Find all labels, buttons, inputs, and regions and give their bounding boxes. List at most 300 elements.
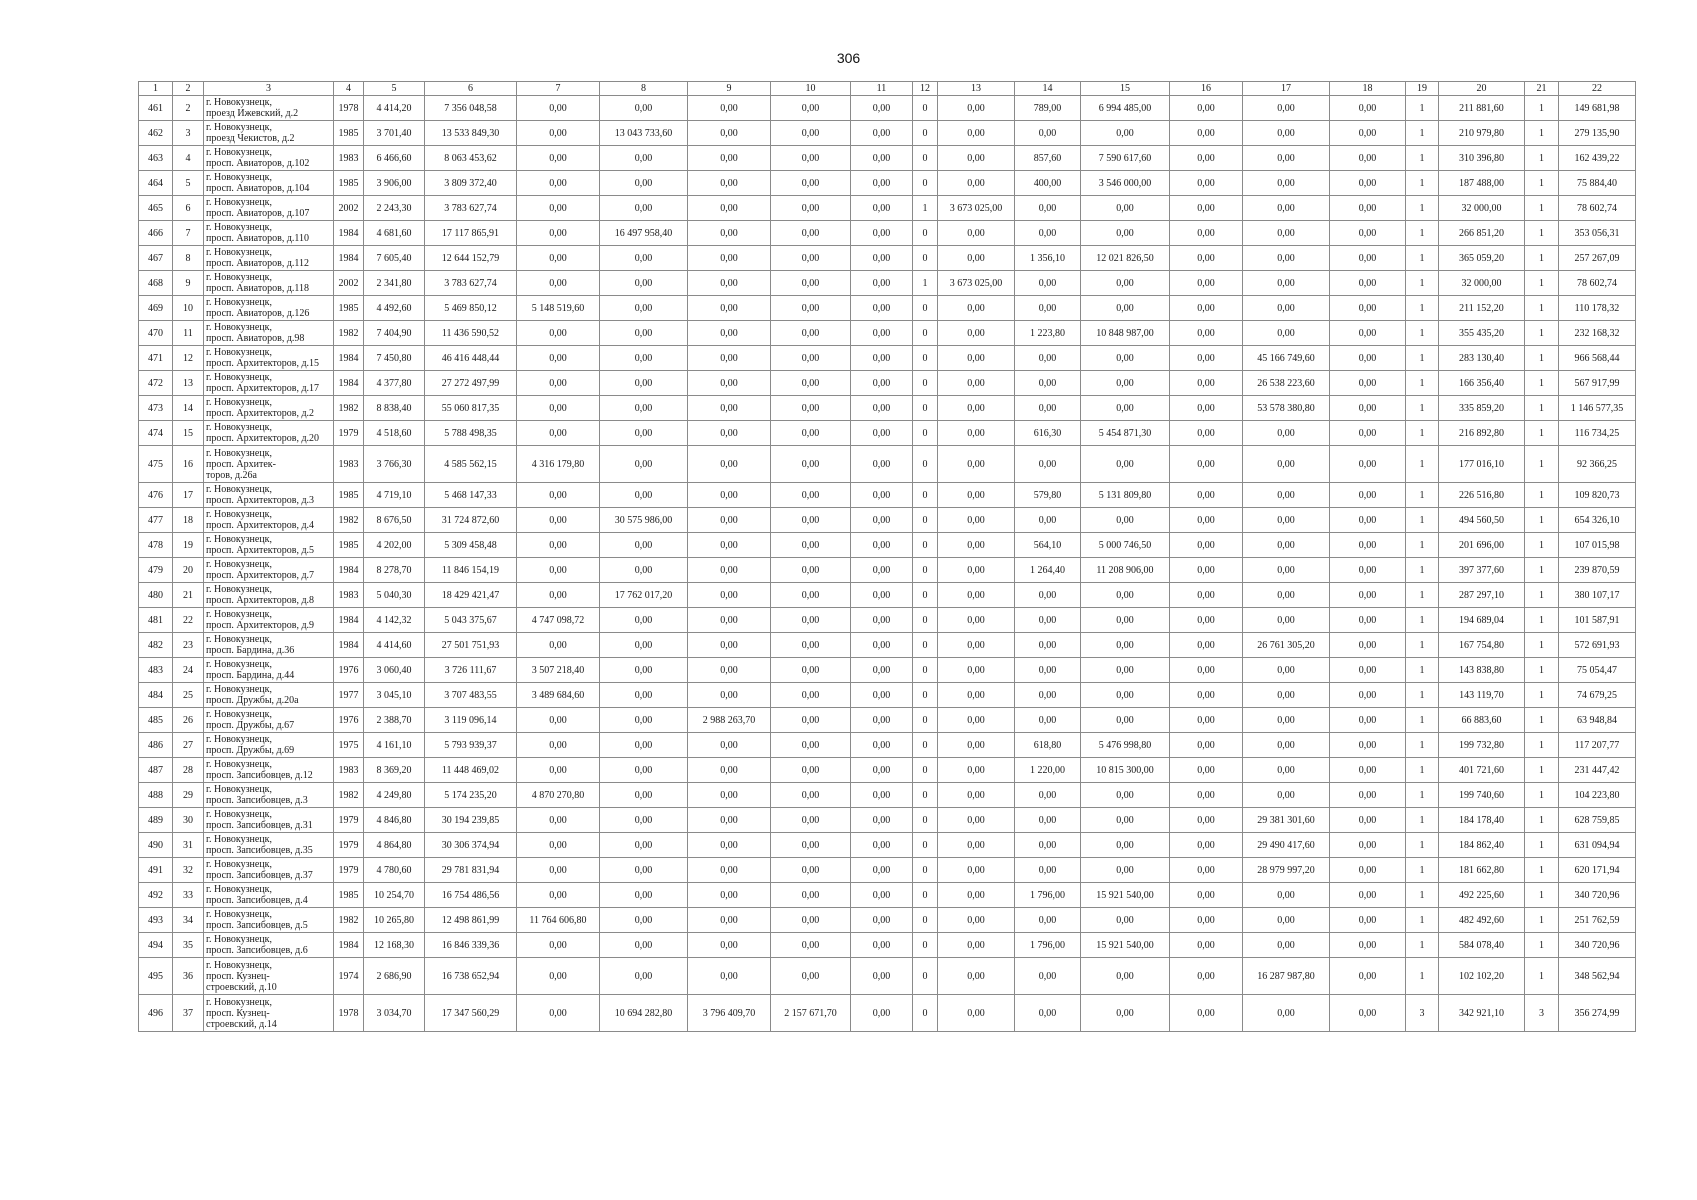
- address-line: г. Новокузнецк,: [206, 447, 273, 459]
- address-line: г. Новокузнецк,: [206, 197, 273, 208]
- cell-col-7: 0,00: [517, 171, 600, 196]
- cell-col-20: 184 178,40: [1439, 808, 1525, 833]
- address-cell: [204, 508, 334, 533]
- cell-col-10: 0,00: [771, 321, 851, 346]
- cell-col-11: 0,00: [851, 908, 913, 933]
- cell-col-11: 0,00: [851, 246, 913, 271]
- cell-col-13: 0,00: [938, 346, 1015, 371]
- cell-col-15: 0,00: [1081, 296, 1170, 321]
- cell-col-12: 0: [913, 121, 938, 146]
- cell-col-2: 27: [173, 733, 204, 758]
- cell-col-18: 0,00: [1330, 533, 1406, 558]
- cell-col-8: 0,00: [600, 483, 688, 508]
- cell-col-5: 4 377,80: [364, 371, 425, 396]
- cell-col-14: 616,30: [1015, 421, 1081, 446]
- cell-col-20: 167 754,80: [1439, 633, 1525, 658]
- cell-col-22: 107 015,98: [1559, 533, 1636, 558]
- table-row: [139, 658, 1636, 683]
- cell-col-10: 0,00: [771, 446, 851, 483]
- cell-col-10: 0,00: [771, 658, 851, 683]
- cell-col-17: 0,00: [1243, 271, 1330, 296]
- cell-col-7: 0,00: [517, 346, 600, 371]
- cell-col-17: 0,00: [1243, 171, 1330, 196]
- cell-col-4: 1984: [334, 608, 364, 633]
- cell-col-21: 1: [1525, 371, 1559, 396]
- cell-col-2: 13: [173, 371, 204, 396]
- cell-col-19: 1: [1406, 346, 1439, 371]
- cell-col-4: 1979: [334, 808, 364, 833]
- cell-col-7: 0,00: [517, 558, 600, 583]
- cell-col-19: 1: [1406, 196, 1439, 221]
- cell-col-17: 0,00: [1243, 221, 1330, 246]
- cell-col-11: 0,00: [851, 221, 913, 246]
- cell-col-19: 1: [1406, 908, 1439, 933]
- cell-col-11: 0,00: [851, 808, 913, 833]
- cell-col-18: 0,00: [1330, 146, 1406, 171]
- cell-col-11: 0,00: [851, 296, 913, 321]
- cell-col-9: 0,00: [688, 783, 771, 808]
- cell-col-20: 342 921,10: [1439, 995, 1525, 1032]
- cell-col-21: 1: [1525, 171, 1559, 196]
- cell-col-9: 0,00: [688, 833, 771, 858]
- address-line: г. Новокузнецк,: [206, 609, 273, 620]
- table-row: [139, 508, 1636, 533]
- address-line: г. Новокузнецк,: [206, 996, 273, 1008]
- address-line: г. Новокузнецк,: [206, 659, 273, 670]
- cell-col-17: 26 761 305,20: [1243, 633, 1330, 658]
- address-line: просп. Архитекторов, д.8: [206, 595, 315, 606]
- cell-col-15: 0,00: [1081, 346, 1170, 371]
- cell-col-1: 481: [139, 608, 173, 633]
- cell-col-19: 1: [1406, 658, 1439, 683]
- cell-col-11: 0,00: [851, 858, 913, 883]
- cell-col-19: 1: [1406, 508, 1439, 533]
- cell-col-21: 1: [1525, 146, 1559, 171]
- cell-col-6: 30 194 239,85: [425, 808, 517, 833]
- address-line: просп. Бардина, д.44: [206, 670, 295, 681]
- cell-col-16: 0,00: [1170, 221, 1243, 246]
- cell-col-19: 1: [1406, 783, 1439, 808]
- cell-col-15: 0,00: [1081, 221, 1170, 246]
- cell-col-1: 485: [139, 708, 173, 733]
- cell-col-21: 1: [1525, 421, 1559, 446]
- cell-col-21: 1: [1525, 321, 1559, 346]
- address-line: просп. Запсибовцев, д.5: [206, 920, 308, 931]
- cell-col-22: 75 054,47: [1559, 658, 1636, 683]
- cell-col-16: 0,00: [1170, 758, 1243, 783]
- table-row: [139, 995, 1636, 1032]
- address-cell: [204, 196, 334, 221]
- cell-col-19: 1: [1406, 246, 1439, 271]
- address-line: г. Новокузнецк,: [206, 884, 273, 895]
- cell-col-6: 3 783 627,74: [425, 196, 517, 221]
- cell-col-7: 0,00: [517, 196, 600, 221]
- cell-col-2: 22: [173, 608, 204, 633]
- cell-col-2: 3: [173, 121, 204, 146]
- cell-col-1: 473: [139, 396, 173, 421]
- cell-col-12: 0: [913, 396, 938, 421]
- address-cell: [204, 633, 334, 658]
- cell-col-15: 7 590 617,60: [1081, 146, 1170, 171]
- address-line: проезд Чекистов, д.2: [206, 133, 295, 144]
- cell-col-5: 4 846,80: [364, 808, 425, 833]
- cell-col-10: 0,00: [771, 483, 851, 508]
- address-line: просп. Дружбы, д.69: [206, 745, 295, 756]
- address-line: просп. Кузнец-: [206, 970, 270, 982]
- cell-col-13: 0,00: [938, 321, 1015, 346]
- cell-col-5: 2 341,80: [364, 271, 425, 296]
- cell-col-1: 488: [139, 783, 173, 808]
- cell-col-12: 1: [913, 271, 938, 296]
- cell-col-11: 0,00: [851, 146, 913, 171]
- cell-col-18: 0,00: [1330, 833, 1406, 858]
- cell-col-21: 1: [1525, 933, 1559, 958]
- cell-col-14: 1 220,00: [1015, 758, 1081, 783]
- cell-col-12: 0: [913, 883, 938, 908]
- cell-col-13: 0,00: [938, 446, 1015, 483]
- cell-col-18: 0,00: [1330, 708, 1406, 733]
- cell-col-7: 0,00: [517, 958, 600, 995]
- cell-col-19: 3: [1406, 995, 1439, 1032]
- cell-col-21: 1: [1525, 246, 1559, 271]
- cell-col-22: 348 562,94: [1559, 958, 1636, 995]
- cell-col-10: 0,00: [771, 883, 851, 908]
- table-row: [139, 783, 1636, 808]
- cell-col-4: 1984: [334, 371, 364, 396]
- address-line: просп. Дружбы, д.67: [206, 720, 295, 731]
- cell-col-15: 0,00: [1081, 583, 1170, 608]
- cell-col-22: 101 587,91: [1559, 608, 1636, 633]
- cell-col-14: 0,00: [1015, 121, 1081, 146]
- cell-col-19: 1: [1406, 633, 1439, 658]
- cell-col-10: 0,00: [771, 908, 851, 933]
- cell-col-9: 0,00: [688, 808, 771, 833]
- cell-col-2: 11: [173, 321, 204, 346]
- cell-col-8: 0,00: [600, 371, 688, 396]
- cell-col-21: 1: [1525, 783, 1559, 808]
- cell-col-13: 0,00: [938, 995, 1015, 1032]
- cell-col-4: 1979: [334, 421, 364, 446]
- cell-col-15: 0,00: [1081, 271, 1170, 296]
- cell-col-4: 1982: [334, 321, 364, 346]
- cell-col-9: 0,00: [688, 296, 771, 321]
- cell-col-16: 0,00: [1170, 783, 1243, 808]
- address-line: просп. Архитекторов, д.17: [206, 383, 320, 394]
- cell-col-15: 0,00: [1081, 196, 1170, 221]
- cell-col-14: 0,00: [1015, 446, 1081, 483]
- cell-col-17: 45 166 749,60: [1243, 346, 1330, 371]
- table-row: [139, 908, 1636, 933]
- cell-col-17: 0,00: [1243, 446, 1330, 483]
- cell-col-22: 631 094,94: [1559, 833, 1636, 858]
- cell-col-22: 340 720,96: [1559, 883, 1636, 908]
- column-number-15: 15: [1081, 82, 1170, 96]
- cell-col-15: 6 994 485,00: [1081, 96, 1170, 121]
- cell-col-18: 0,00: [1330, 346, 1406, 371]
- column-number-16: 16: [1170, 82, 1243, 96]
- address-line: г. Новокузнецк,: [206, 509, 273, 520]
- cell-col-6: 46 416 448,44: [425, 346, 517, 371]
- cell-col-15: 0,00: [1081, 396, 1170, 421]
- cell-col-13: 0,00: [938, 171, 1015, 196]
- cell-col-18: 0,00: [1330, 483, 1406, 508]
- cell-col-10: 0,00: [771, 146, 851, 171]
- cell-col-12: 0: [913, 558, 938, 583]
- address-line: г. Новокузнецк,: [206, 97, 273, 108]
- address-cell: [204, 995, 334, 1032]
- cell-col-20: 335 859,20: [1439, 396, 1525, 421]
- cell-col-18: 0,00: [1330, 321, 1406, 346]
- cell-col-6: 5 309 458,48: [425, 533, 517, 558]
- cell-col-2: 14: [173, 396, 204, 421]
- cell-col-17: 0,00: [1243, 508, 1330, 533]
- cell-col-9: 0,00: [688, 558, 771, 583]
- cell-col-12: 0: [913, 633, 938, 658]
- cell-col-7: 4 316 179,80: [517, 446, 600, 483]
- address-line: строевский, д.14: [206, 1018, 277, 1030]
- cell-col-5: 3 045,10: [364, 683, 425, 708]
- cell-col-21: 1: [1525, 883, 1559, 908]
- cell-col-18: 0,00: [1330, 683, 1406, 708]
- cell-col-21: 1: [1525, 483, 1559, 508]
- cell-col-10: 0,00: [771, 558, 851, 583]
- address-cell: [204, 583, 334, 608]
- cell-col-13: 0,00: [938, 833, 1015, 858]
- cell-col-10: 0,00: [771, 346, 851, 371]
- cell-col-2: 16: [173, 446, 204, 483]
- cell-col-15: 15 921 540,00: [1081, 883, 1170, 908]
- cell-col-4: 1985: [334, 296, 364, 321]
- cell-col-10: 0,00: [771, 96, 851, 121]
- cell-col-20: 66 883,60: [1439, 708, 1525, 733]
- cell-col-18: 0,00: [1330, 446, 1406, 483]
- cell-col-15: 5 000 746,50: [1081, 533, 1170, 558]
- cell-col-21: 1: [1525, 908, 1559, 933]
- address-cell: [204, 958, 334, 995]
- cell-col-8: 0,00: [600, 96, 688, 121]
- cell-col-6: 3 119 096,14: [425, 708, 517, 733]
- column-number-10: 10: [771, 82, 851, 96]
- cell-col-5: 4 518,60: [364, 421, 425, 446]
- address-line: г. Новокузнецк,: [206, 272, 273, 283]
- cell-col-10: 0,00: [771, 808, 851, 833]
- cell-col-18: 0,00: [1330, 883, 1406, 908]
- cell-col-2: 25: [173, 683, 204, 708]
- cell-col-8: 0,00: [600, 858, 688, 883]
- cell-col-6: 5 468 147,33: [425, 483, 517, 508]
- cell-col-20: 184 862,40: [1439, 833, 1525, 858]
- cell-col-17: 0,00: [1243, 96, 1330, 121]
- cell-col-1: 465: [139, 196, 173, 221]
- column-number-2: 2: [173, 82, 204, 96]
- cell-col-18: 0,00: [1330, 296, 1406, 321]
- cell-col-12: 0: [913, 446, 938, 483]
- cell-col-13: 0,00: [938, 146, 1015, 171]
- address-line: просп. Авиаторов, д.110: [206, 233, 310, 244]
- cell-col-10: 0,00: [771, 783, 851, 808]
- cell-col-10: 0,00: [771, 508, 851, 533]
- cell-col-18: 0,00: [1330, 933, 1406, 958]
- cell-col-9: 0,00: [688, 533, 771, 558]
- cell-col-4: 1985: [334, 483, 364, 508]
- column-number-4: 4: [334, 82, 364, 96]
- address-line: просп. Архитекторов, д.3: [206, 495, 315, 506]
- cell-col-14: 0,00: [1015, 783, 1081, 808]
- column-number-6: 6: [425, 82, 517, 96]
- address-cell: [204, 271, 334, 296]
- table-row: [139, 346, 1636, 371]
- cell-col-22: 257 267,09: [1559, 246, 1636, 271]
- cell-col-4: 1976: [334, 708, 364, 733]
- column-number-3: 3: [204, 82, 334, 96]
- cell-col-17: 0,00: [1243, 296, 1330, 321]
- column-number-row: [139, 82, 1636, 96]
- cell-col-11: 0,00: [851, 533, 913, 558]
- cell-col-19: 1: [1406, 421, 1439, 446]
- cell-col-17: 0,00: [1243, 758, 1330, 783]
- cell-col-22: 117 207,77: [1559, 733, 1636, 758]
- cell-col-11: 0,00: [851, 758, 913, 783]
- cell-col-13: 0,00: [938, 121, 1015, 146]
- cell-col-7: 0,00: [517, 321, 600, 346]
- cell-col-5: 3 701,40: [364, 121, 425, 146]
- table-row: [139, 96, 1636, 121]
- cell-col-2: 30: [173, 808, 204, 833]
- cell-col-15: 0,00: [1081, 908, 1170, 933]
- cell-col-13: 0,00: [938, 508, 1015, 533]
- cell-col-7: 0,00: [517, 808, 600, 833]
- cell-col-9: 0,00: [688, 583, 771, 608]
- cell-col-5: 7 450,80: [364, 346, 425, 371]
- cell-col-19: 1: [1406, 958, 1439, 995]
- table-row: [139, 196, 1636, 221]
- table-row: [139, 558, 1636, 583]
- cell-col-17: 0,00: [1243, 883, 1330, 908]
- address-cell: [204, 171, 334, 196]
- address-cell: [204, 96, 334, 121]
- cell-col-16: 0,00: [1170, 683, 1243, 708]
- cell-col-17: 0,00: [1243, 421, 1330, 446]
- table-row: [139, 246, 1636, 271]
- cell-col-14: 1 796,00: [1015, 883, 1081, 908]
- cell-col-13: 0,00: [938, 96, 1015, 121]
- address-line: просп. Запсибовцев, д.4: [206, 895, 308, 906]
- address-line: г. Новокузнецк,: [206, 709, 273, 720]
- cell-col-7: 0,00: [517, 483, 600, 508]
- address-cell: [204, 783, 334, 808]
- cell-col-12: 0: [913, 96, 938, 121]
- cell-col-4: 1985: [334, 883, 364, 908]
- cell-col-12: 0: [913, 483, 938, 508]
- cell-col-17: 0,00: [1243, 558, 1330, 583]
- cell-col-16: 0,00: [1170, 271, 1243, 296]
- cell-col-5: 4 681,60: [364, 221, 425, 246]
- cell-col-20: 226 516,80: [1439, 483, 1525, 508]
- cell-col-1: 463: [139, 146, 173, 171]
- cell-col-15: 0,00: [1081, 608, 1170, 633]
- cell-col-21: 1: [1525, 633, 1559, 658]
- cell-col-7: 4 870 270,80: [517, 783, 600, 808]
- table-row: [139, 758, 1636, 783]
- cell-col-22: 109 820,73: [1559, 483, 1636, 508]
- cell-col-12: 0: [913, 533, 938, 558]
- cell-col-19: 1: [1406, 321, 1439, 346]
- cell-col-7: 0,00: [517, 833, 600, 858]
- cell-col-6: 12 644 152,79: [425, 246, 517, 271]
- cell-col-2: 33: [173, 883, 204, 908]
- cell-col-17: 0,00: [1243, 246, 1330, 271]
- cell-col-20: 143 838,80: [1439, 658, 1525, 683]
- cell-col-11: 0,00: [851, 371, 913, 396]
- cell-col-10: 0,00: [771, 221, 851, 246]
- table-row: [139, 708, 1636, 733]
- cell-col-18: 0,00: [1330, 658, 1406, 683]
- cell-col-11: 0,00: [851, 196, 913, 221]
- cell-col-21: 1: [1525, 396, 1559, 421]
- cell-col-7: 0,00: [517, 758, 600, 783]
- cell-col-17: 0,00: [1243, 733, 1330, 758]
- cell-col-2: 29: [173, 783, 204, 808]
- cell-col-17: 29 381 301,60: [1243, 808, 1330, 833]
- cell-col-14: 0,00: [1015, 271, 1081, 296]
- address-line: строевский, д.10: [206, 981, 277, 993]
- cell-col-14: 0,00: [1015, 608, 1081, 633]
- cell-col-17: 29 490 417,60: [1243, 833, 1330, 858]
- cell-col-21: 1: [1525, 346, 1559, 371]
- address-cell: [204, 833, 334, 858]
- cell-col-12: 0: [913, 421, 938, 446]
- cell-col-19: 1: [1406, 446, 1439, 483]
- cell-col-7: 4 747 098,72: [517, 608, 600, 633]
- cell-col-20: 181 662,80: [1439, 858, 1525, 883]
- cell-col-15: 0,00: [1081, 858, 1170, 883]
- cell-col-15: 5 454 871,30: [1081, 421, 1170, 446]
- cell-col-16: 0,00: [1170, 908, 1243, 933]
- cell-col-20: 283 130,40: [1439, 346, 1525, 371]
- cell-col-16: 0,00: [1170, 933, 1243, 958]
- address-line: просп. Запсибовцев, д.31: [206, 820, 313, 831]
- cell-col-6: 3 726 111,67: [425, 658, 517, 683]
- cell-col-5: 4 142,32: [364, 608, 425, 633]
- cell-col-15: 0,00: [1081, 633, 1170, 658]
- table-row: [139, 321, 1636, 346]
- cell-col-17: 0,00: [1243, 783, 1330, 808]
- cell-col-21: 1: [1525, 508, 1559, 533]
- cell-col-13: 0,00: [938, 858, 1015, 883]
- cell-col-2: 37: [173, 995, 204, 1032]
- column-number-19: 19: [1406, 82, 1439, 96]
- cell-col-6: 11 846 154,19: [425, 558, 517, 583]
- address-line: просп. Запсибовцев, д.12: [206, 770, 313, 781]
- cell-col-5: 4 414,60: [364, 633, 425, 658]
- address-line: г. Новокузнецк,: [206, 172, 273, 183]
- cell-col-22: 78 602,74: [1559, 271, 1636, 296]
- column-number-12: 12: [913, 82, 938, 96]
- cell-col-15: 0,00: [1081, 121, 1170, 146]
- cell-col-21: 1: [1525, 96, 1559, 121]
- cell-col-1: 477: [139, 508, 173, 533]
- cell-col-14: 0,00: [1015, 296, 1081, 321]
- column-number-8: 8: [600, 82, 688, 96]
- address-line: просп. Архитекторов, д.2: [206, 408, 315, 419]
- address-line: просп. Запсибовцев, д.35: [206, 845, 313, 856]
- cell-col-20: 216 892,80: [1439, 421, 1525, 446]
- cell-col-22: 104 223,80: [1559, 783, 1636, 808]
- cell-col-9: 0,00: [688, 958, 771, 995]
- cell-col-10: 0,00: [771, 246, 851, 271]
- cell-col-11: 0,00: [851, 171, 913, 196]
- cell-col-15: 0,00: [1081, 683, 1170, 708]
